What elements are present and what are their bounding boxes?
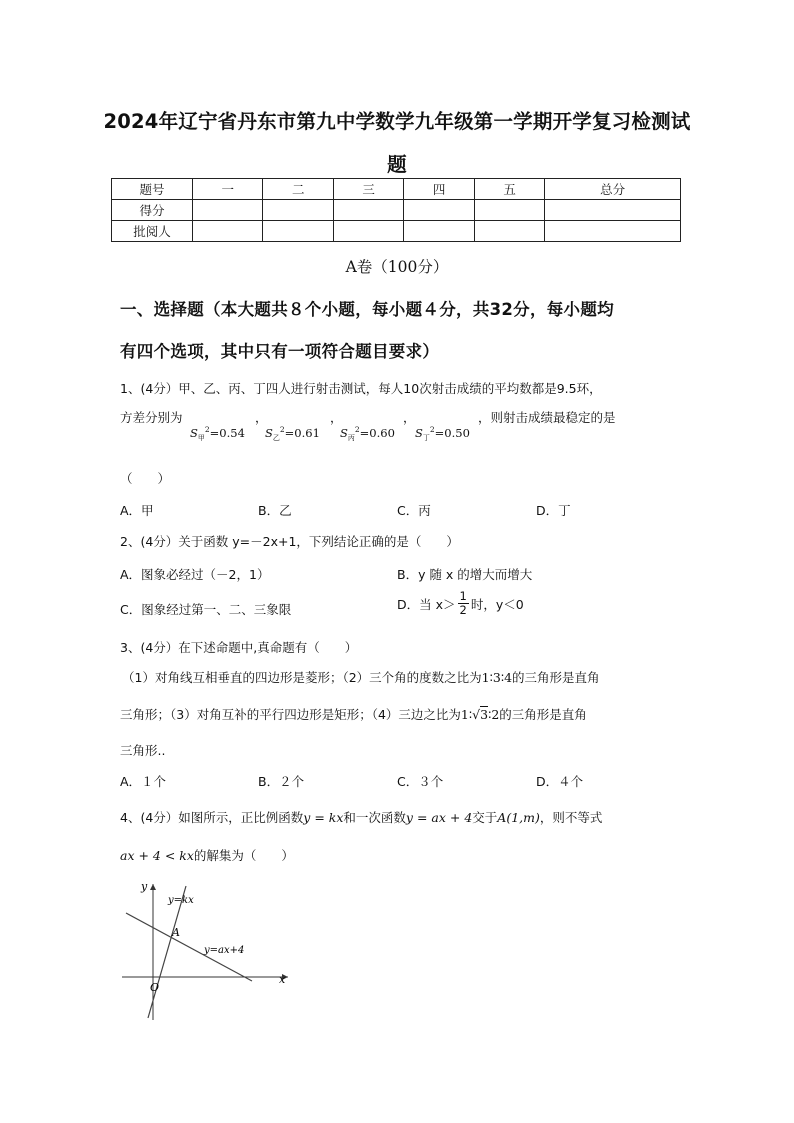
y-axis-label: y — [141, 880, 148, 893]
exam-title-line2: 题 — [387, 153, 407, 176]
score-cell[interactable] — [545, 221, 681, 242]
q3-line1-suffix: 的三角形是直角 — [512, 670, 600, 685]
ratio-part: ∶2 — [488, 707, 500, 722]
fraction-denominator: 2 — [459, 603, 467, 617]
volume-heading: A卷（100分） — [345, 258, 449, 276]
score-cell[interactable] — [263, 200, 333, 221]
q1-option-a[interactable]: A．甲 — [120, 503, 154, 518]
score-cell[interactable] — [193, 200, 263, 221]
score-cell[interactable] — [404, 200, 474, 221]
score-cell[interactable] — [474, 221, 544, 242]
q1-variance-ding: $S_丁^2=0.50$ — [415, 425, 470, 443]
q2-option-d-fraction — [458, 590, 469, 617]
score-cell[interactable] — [333, 200, 403, 221]
q4-figure — [110, 870, 310, 1030]
fraction-numerator: 1 — [459, 589, 467, 603]
ratio-part: 1∶ — [460, 707, 473, 722]
section-heading-line2: 有四个选项，其中只有一项符合题目要求） — [120, 342, 440, 361]
q3-line1-prefix: （1）对角线互相垂直的四边形是菱形；（2）三个角的度数之比为 — [122, 670, 482, 685]
section-heading-line1: 一、选择题（本大题共８个小题，每小题４分，共32分，每小题均 — [120, 300, 614, 319]
score-header-cell: 五 — [474, 179, 544, 200]
score-row-label: 批阅人 — [112, 221, 193, 242]
sqrt-radicand: 3 — [480, 707, 489, 722]
q1-option-c[interactable]: C．丙 — [397, 503, 431, 518]
q1-variance-yi: $S_乙^2=0.61$ — [265, 425, 320, 443]
q3-line2-prefix: 三角形；（3）对角互补的平行四边形是矩形；（4）三边之比为 — [120, 707, 461, 722]
q4-stem-mid: 交于 — [472, 810, 498, 825]
q1-variance-bing: $S_丙^2=0.60$ — [340, 425, 395, 443]
q3-line2-suffix: 的三角形是直角 — [499, 707, 587, 722]
q2-option-a[interactable]: A．图象必经过（－2，1） — [120, 567, 270, 582]
score-row-label: 得分 — [112, 200, 193, 221]
sqrt-sign: √ — [472, 707, 481, 722]
q4-func-ax4: y = ax + 4 — [405, 810, 473, 825]
score-table-header-row — [112, 179, 681, 200]
point-a-label: A — [172, 926, 180, 939]
score-cell[interactable] — [193, 221, 263, 242]
q3-option-b[interactable]: B．２个 — [258, 774, 305, 789]
exam-title-line1: 2024年辽宁省丹东市第九中学数学九年级第一学期开学复习检测试 — [103, 110, 691, 133]
q3-ratio-angles: 1∶3∶4 — [481, 670, 513, 685]
score-cell[interactable] — [333, 221, 403, 242]
x-axis-label: x — [279, 973, 286, 986]
score-cell[interactable] — [263, 221, 333, 242]
score-header-cell: 二 — [263, 179, 333, 200]
q4-func-kx: y = kx — [303, 810, 344, 825]
q4-inequality: ax + 4 < kx — [120, 848, 194, 863]
q4-stem-line2 — [120, 846, 294, 864]
q1-comma: ， — [255, 410, 268, 425]
q2-option-d-suffix: 时，y＜0 — [470, 596, 524, 612]
q2-option-b[interactable]: B．y 随 x 的增大而增大 — [397, 567, 533, 582]
q3-ratio-sides — [461, 706, 499, 722]
q1-option-b[interactable]: B．乙 — [258, 503, 292, 518]
score-table-row — [112, 200, 681, 221]
q4-point-a: A(1,m) — [497, 810, 540, 825]
score-table-row — [112, 221, 681, 242]
q4-stem-suffix: ，则不等式 — [539, 810, 603, 825]
q1-comma: ， — [403, 410, 416, 425]
line-ax4-label: y=ax+4 — [204, 945, 245, 956]
q1-stem-line1: 1、(4分）甲、乙、丙、丁四人进行射击测试，每人10次射击成绩的平均数都是9.5环， — [120, 381, 602, 396]
q2-option-d-prefix: D．当 x＞ — [397, 596, 456, 612]
origin-label: O — [150, 981, 160, 994]
score-header-cell: 三 — [333, 179, 403, 200]
q1-comma: ， — [330, 410, 343, 425]
q2-option-c[interactable]: C．图象经过第一、二、三象限 — [120, 602, 292, 617]
q3-option-c[interactable]: C．３个 — [397, 774, 444, 789]
q4-stem-line1 — [120, 808, 602, 826]
q3-line2 — [120, 705, 587, 723]
q4-stem-line2-suffix: 的解集为（ ） — [193, 848, 294, 863]
q3-option-a[interactable]: A．１个 — [120, 774, 167, 789]
q2-stem: 2、(4分）关于函数 y=－2x+1，下列结论正确的是（ ） — [120, 534, 459, 549]
score-cell[interactable] — [404, 221, 474, 242]
q1-stem-line2-prefix: 方差分别为 — [120, 410, 183, 425]
q2-option-d[interactable] — [397, 590, 524, 617]
q1-answer-paren: （ ） — [120, 471, 171, 486]
q4-stem-prefix: 4、(4分）如图所示，正比例函数 — [120, 810, 304, 825]
score-header-cell: 题号 — [112, 179, 193, 200]
q4-stem-mid: 和一次函数 — [343, 810, 406, 825]
q3-line3: 三角形.. — [120, 743, 166, 758]
score-header-cell: 一 — [193, 179, 263, 200]
q1-option-d[interactable]: D．丁 — [536, 503, 571, 518]
score-cell[interactable] — [474, 200, 544, 221]
q3-option-d[interactable]: D．４个 — [536, 774, 584, 789]
score-cell[interactable] — [545, 200, 681, 221]
q1-stem-line2-suffix: ，则射击成绩最稳定的是 — [478, 410, 616, 425]
score-header-cell: 总分 — [545, 179, 681, 200]
q1-variance-jia: $S_甲^2=0.54$ — [190, 425, 245, 443]
q3-stem: 3、(4分）在下述命题中,真命题有（ ） — [120, 640, 358, 655]
q3-line1 — [122, 668, 600, 686]
score-table — [111, 178, 681, 242]
line-kx-label: y=kx — [168, 895, 194, 906]
score-header-cell: 四 — [404, 179, 474, 200]
